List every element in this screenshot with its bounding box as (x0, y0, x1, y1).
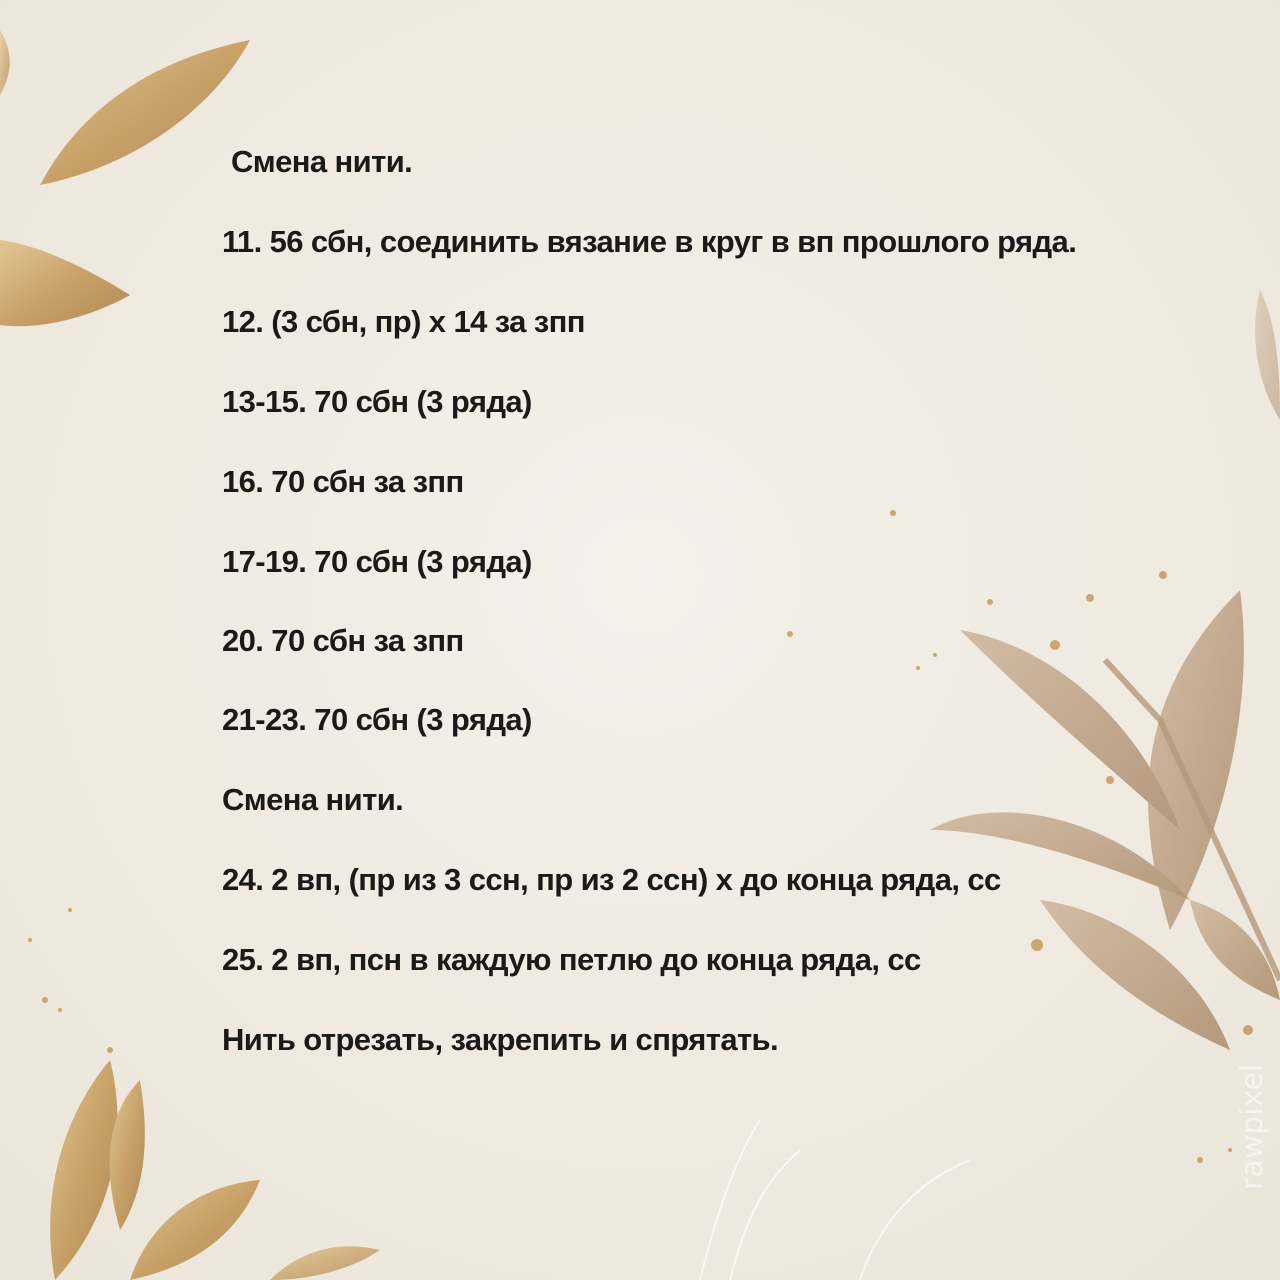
instruction-line: 24. 2 вп, (пр из 3 ссн, пр из 2 ссн) х до конца ряда, сс (222, 862, 1001, 897)
instruction-line: Нить отрезать, закрепить и спрятать. (222, 1022, 779, 1057)
instruction-line: Смена нити. (231, 144, 413, 179)
instruction-line: 20. 70 сбн за зпп (222, 623, 464, 658)
instruction-line: 25. 2 вп, псн в каждую петлю до конца ряда, сс (222, 942, 921, 977)
instruction-line: 11. 56 сбн, соединить вязание в круг в вп прошлого ряда. (222, 224, 1077, 259)
instruction-line: 21-23. 70 сбн (3 ряда) (222, 702, 532, 737)
instruction-line: 16. 70 сбн за зпп (222, 464, 464, 499)
edge-watermark: rawpixel (1235, 1063, 1270, 1190)
instruction-line: 17-19. 70 сбн (3 ряда) (222, 544, 532, 579)
instruction-line: 13-15. 70 сбн (3 ряда) (222, 384, 532, 419)
instruction-line: Смена нити. (222, 782, 404, 817)
pattern-instructions (222, 0, 1222, 1280)
instruction-line: 12. (3 сбн, пр) х 14 за зпп (222, 304, 585, 339)
